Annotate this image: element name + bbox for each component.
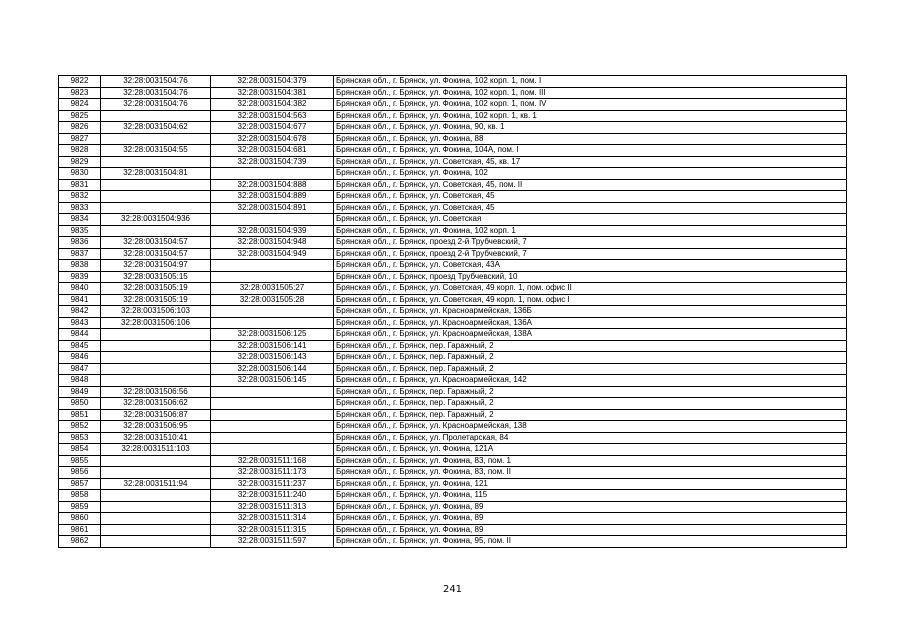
- row-number-cell: 9838: [59, 260, 101, 272]
- table-row: [59, 536, 847, 548]
- table-row: [59, 156, 847, 168]
- parcel-cadastral-number-cell: 32:28:0031506:56: [101, 386, 211, 398]
- address-cell: Брянская обл., г. Брянск, ул. Красноармейская, 138: [334, 421, 847, 433]
- table-row: [59, 271, 847, 283]
- address-cell: Брянская обл., г. Брянск, пер. Гаражный, 2: [334, 340, 847, 352]
- parcel-cadastral-number-cell: 32:28:0031504:57: [101, 237, 211, 249]
- object-cadastral-number-cell: [211, 214, 334, 226]
- table-row: [59, 110, 847, 122]
- table-row: [59, 501, 847, 513]
- object-cadastral-number-cell: 32:28:0031511:314: [211, 513, 334, 525]
- object-cadastral-number-cell: 32:28:0031506:141: [211, 340, 334, 352]
- object-cadastral-number-cell: 32:28:0031511:315: [211, 524, 334, 536]
- parcel-cadastral-number-cell: [101, 501, 211, 513]
- table-row: [59, 340, 847, 352]
- object-cadastral-number-cell: 32:28:0031504:739: [211, 156, 334, 168]
- address-cell: Брянская обл., г. Брянск, пер. Гаражный, 2: [334, 386, 847, 398]
- parcel-cadastral-number-cell: 32:28:0031506:95: [101, 421, 211, 433]
- table-row: [59, 306, 847, 318]
- row-number-cell: 9858: [59, 490, 101, 502]
- row-number-cell: 9849: [59, 386, 101, 398]
- address-cell: Брянская обл., г. Брянск, ул. Советская, 45, кв. 17: [334, 156, 847, 168]
- table-row: [59, 214, 847, 226]
- registry-table: [58, 75, 847, 548]
- table-row: [59, 352, 847, 364]
- address-cell: Брянская обл., г. Брянск, проезд 2-й Трубчевский, 7: [334, 248, 847, 260]
- object-cadastral-number-cell: [211, 421, 334, 433]
- table-row: [59, 455, 847, 467]
- address-cell: Брянская обл., г. Брянск, ул. Фокина, 102 корп. 1, пом. III: [334, 87, 847, 99]
- parcel-cadastral-number-cell: [101, 490, 211, 502]
- object-cadastral-number-cell: 32:28:0031511:313: [211, 501, 334, 513]
- address-cell: Брянская обл., г. Брянск, ул. Красноармейская, 136Б: [334, 306, 847, 318]
- object-cadastral-number-cell: [211, 317, 334, 329]
- row-number-cell: 9824: [59, 99, 101, 111]
- object-cadastral-number-cell: [211, 271, 334, 283]
- row-number-cell: 9860: [59, 513, 101, 525]
- parcel-cadastral-number-cell: [101, 375, 211, 387]
- object-cadastral-number-cell: 32:28:0031504:677: [211, 122, 334, 134]
- parcel-cadastral-number-cell: [101, 202, 211, 214]
- row-number-cell: 9845: [59, 340, 101, 352]
- address-cell: Брянская обл., г. Брянск, ул. Фокина, 83, пом. II: [334, 467, 847, 479]
- object-cadastral-number-cell: [211, 168, 334, 180]
- address-cell: Брянская обл., г. Брянск, ул. Фокина, 89: [334, 513, 847, 525]
- row-number-cell: 9848: [59, 375, 101, 387]
- address-cell: Брянская обл., г. Брянск, проезд 2-й Трубчевский, 7: [334, 237, 847, 249]
- object-cadastral-number-cell: [211, 386, 334, 398]
- row-number-cell: 9828: [59, 145, 101, 157]
- parcel-cadastral-number-cell: [101, 513, 211, 525]
- table-row: [59, 225, 847, 237]
- address-cell: Брянская обл., г. Брянск, ул. Фокина, 121А: [334, 444, 847, 456]
- row-number-cell: 9822: [59, 76, 101, 88]
- parcel-cadastral-number-cell: [101, 110, 211, 122]
- table-row: [59, 432, 847, 444]
- object-cadastral-number-cell: 32:28:0031505:28: [211, 294, 334, 306]
- address-cell: Брянская обл., г. Брянск, ул. Фокина, 102 корп. 1, пом. I: [334, 76, 847, 88]
- address-cell: Брянская обл., г. Брянск, ул. Фокина, 95, пом. II: [334, 536, 847, 548]
- table-row: [59, 76, 847, 88]
- parcel-cadastral-number-cell: 32:28:0031504:57: [101, 248, 211, 260]
- row-number-cell: 9840: [59, 283, 101, 295]
- object-cadastral-number-cell: 32:28:0031511:597: [211, 536, 334, 548]
- row-number-cell: 9861: [59, 524, 101, 536]
- object-cadastral-number-cell: 32:28:0031504:563: [211, 110, 334, 122]
- address-cell: Брянская обл., г. Брянск, проезд Трубчевский, 10: [334, 271, 847, 283]
- address-cell: Брянская обл., г. Брянск, ул. Фокина, 115: [334, 490, 847, 502]
- object-cadastral-number-cell: 32:28:0031505:27: [211, 283, 334, 295]
- parcel-cadastral-number-cell: [101, 133, 211, 145]
- row-number-cell: 9831: [59, 179, 101, 191]
- row-number-cell: 9833: [59, 202, 101, 214]
- row-number-cell: 9850: [59, 398, 101, 410]
- table-row: [59, 421, 847, 433]
- parcel-cadastral-number-cell: 32:28:0031506:62: [101, 398, 211, 410]
- address-cell: Брянская обл., г. Брянск, ул. Красноармейская, 136А: [334, 317, 847, 329]
- address-cell: Брянская обл., г. Брянск, ул. Фокина, 121: [334, 478, 847, 490]
- row-number-cell: 9832: [59, 191, 101, 203]
- row-number-cell: 9852: [59, 421, 101, 433]
- table-row: [59, 294, 847, 306]
- parcel-cadastral-number-cell: [101, 467, 211, 479]
- object-cadastral-number-cell: 32:28:0031506:144: [211, 363, 334, 375]
- row-number-cell: 9857: [59, 478, 101, 490]
- object-cadastral-number-cell: 32:28:0031506:145: [211, 375, 334, 387]
- address-cell: Брянская обл., г. Брянск, ул. Советская, 45: [334, 202, 847, 214]
- parcel-cadastral-number-cell: 32:28:0031505:19: [101, 294, 211, 306]
- row-number-cell: 9843: [59, 317, 101, 329]
- object-cadastral-number-cell: 32:28:0031511:240: [211, 490, 334, 502]
- parcel-cadastral-number-cell: [101, 352, 211, 364]
- table-row: [59, 513, 847, 525]
- row-number-cell: 9854: [59, 444, 101, 456]
- parcel-cadastral-number-cell: 32:28:0031504:81: [101, 168, 211, 180]
- parcel-cadastral-number-cell: 32:28:0031511:94: [101, 478, 211, 490]
- parcel-cadastral-number-cell: 32:28:0031506:103: [101, 306, 211, 318]
- table-row: [59, 363, 847, 375]
- row-number-cell: 9844: [59, 329, 101, 341]
- table-row: [59, 398, 847, 410]
- address-cell: Брянская обл., г. Брянск, пер. Гаражный, 2: [334, 398, 847, 410]
- row-number-cell: 9846: [59, 352, 101, 364]
- row-number-cell: 9847: [59, 363, 101, 375]
- parcel-cadastral-number-cell: [101, 156, 211, 168]
- object-cadastral-number-cell: 32:28:0031504:382: [211, 99, 334, 111]
- object-cadastral-number-cell: 32:28:0031511:173: [211, 467, 334, 479]
- object-cadastral-number-cell: [211, 260, 334, 272]
- object-cadastral-number-cell: 32:28:0031504:678: [211, 133, 334, 145]
- table-row: [59, 386, 847, 398]
- object-cadastral-number-cell: 32:28:0031506:143: [211, 352, 334, 364]
- parcel-cadastral-number-cell: [101, 363, 211, 375]
- table-row: [59, 87, 847, 99]
- table-row: [59, 248, 847, 260]
- parcel-cadastral-number-cell: 32:28:0031504:62: [101, 122, 211, 134]
- table-row: [59, 179, 847, 191]
- row-number-cell: 9837: [59, 248, 101, 260]
- row-number-cell: 9829: [59, 156, 101, 168]
- parcel-cadastral-number-cell: [101, 329, 211, 341]
- parcel-cadastral-number-cell: 32:28:0031504:76: [101, 87, 211, 99]
- address-cell: Брянская обл., г. Брянск, ул. Фокина, 104А, пом. I: [334, 145, 847, 157]
- row-number-cell: 9839: [59, 271, 101, 283]
- address-cell: Брянская обл., г. Брянск, ул. Советская, 45, пом. II: [334, 179, 847, 191]
- parcel-cadastral-number-cell: 32:28:0031505:15: [101, 271, 211, 283]
- parcel-cadastral-number-cell: [101, 524, 211, 536]
- object-cadastral-number-cell: 32:28:0031511:237: [211, 478, 334, 490]
- table-row: [59, 329, 847, 341]
- table-row: [59, 490, 847, 502]
- parcel-cadastral-number-cell: 32:28:0031504:936: [101, 214, 211, 226]
- row-number-cell: 9836: [59, 237, 101, 249]
- object-cadastral-number-cell: [211, 306, 334, 318]
- parcel-cadastral-number-cell: 32:28:0031510:41: [101, 432, 211, 444]
- table-row: [59, 122, 847, 134]
- row-number-cell: 9859: [59, 501, 101, 513]
- page-number: 241: [442, 584, 463, 595]
- object-cadastral-number-cell: 32:28:0031504:948: [211, 237, 334, 249]
- object-cadastral-number-cell: 32:28:0031504:681: [211, 145, 334, 157]
- address-cell: Брянская обл., г. Брянск, ул. Фокина, 89: [334, 524, 847, 536]
- address-cell: Брянская обл., г. Брянск, ул. Пролетарская, 84: [334, 432, 847, 444]
- parcel-cadastral-number-cell: 32:28:0031505:19: [101, 283, 211, 295]
- table-row: [59, 237, 847, 249]
- table-row: [59, 444, 847, 456]
- table-row: [59, 283, 847, 295]
- address-cell: Брянская обл., г. Брянск, пер. Гаражный, 2: [334, 352, 847, 364]
- object-cadastral-number-cell: 32:28:0031504:939: [211, 225, 334, 237]
- parcel-cadastral-number-cell: [101, 225, 211, 237]
- parcel-cadastral-number-cell: [101, 179, 211, 191]
- table-row: [59, 260, 847, 272]
- address-cell: Брянская обл., г. Брянск, ул. Фокина, 102: [334, 168, 847, 180]
- table-row: [59, 133, 847, 145]
- object-cadastral-number-cell: 32:28:0031504:381: [211, 87, 334, 99]
- address-cell: Брянская обл., г. Брянск, ул. Красноармейская, 138А: [334, 329, 847, 341]
- row-number-cell: 9853: [59, 432, 101, 444]
- parcel-cadastral-number-cell: 32:28:0031506:87: [101, 409, 211, 421]
- row-number-cell: 9834: [59, 214, 101, 226]
- row-number-cell: 9830: [59, 168, 101, 180]
- address-cell: Брянская обл., г. Брянск, пер. Гаражный, 2: [334, 409, 847, 421]
- parcel-cadastral-number-cell: [101, 536, 211, 548]
- address-cell: Брянская обл., г. Брянск, ул. Красноармейская, 142: [334, 375, 847, 387]
- address-cell: Брянская обл., г. Брянск, ул. Советская, 43А: [334, 260, 847, 272]
- row-number-cell: 9825: [59, 110, 101, 122]
- parcel-cadastral-number-cell: [101, 455, 211, 467]
- table-row: [59, 99, 847, 111]
- table-row: [59, 191, 847, 203]
- object-cadastral-number-cell: 32:28:0031504:891: [211, 202, 334, 214]
- object-cadastral-number-cell: [211, 398, 334, 410]
- table-row: [59, 524, 847, 536]
- row-number-cell: 9851: [59, 409, 101, 421]
- object-cadastral-number-cell: [211, 444, 334, 456]
- table-row: [59, 478, 847, 490]
- address-cell: Брянская обл., г. Брянск, ул. Фокина, 102 корп. 1: [334, 225, 847, 237]
- address-cell: Брянская обл., г. Брянск, ул. Фокина, 88: [334, 133, 847, 145]
- address-cell: Брянская обл., г. Брянск, ул. Фокина, 90, кв. 1: [334, 122, 847, 134]
- parcel-cadastral-number-cell: [101, 340, 211, 352]
- parcel-cadastral-number-cell: [101, 191, 211, 203]
- address-cell: Брянская обл., г. Брянск, ул. Фокина, 83, пом. 1: [334, 455, 847, 467]
- row-number-cell: 9835: [59, 225, 101, 237]
- object-cadastral-number-cell: [211, 409, 334, 421]
- table-row: [59, 317, 847, 329]
- address-cell: Брянская обл., г. Брянск, ул. Фокина, 102 корп. 1, пом. IV: [334, 99, 847, 111]
- object-cadastral-number-cell: 32:28:0031504:379: [211, 76, 334, 88]
- address-cell: Брянская обл., г. Брянск, ул. Фокина, 89: [334, 501, 847, 513]
- address-cell: Брянская обл., г. Брянск, пер. Гаражный, 2: [334, 363, 847, 375]
- table-row: [59, 168, 847, 180]
- address-cell: Брянская обл., г. Брянск, ул. Советская, 45: [334, 191, 847, 203]
- table-row: [59, 467, 847, 479]
- table-row: [59, 145, 847, 157]
- object-cadastral-number-cell: 32:28:0031504:888: [211, 179, 334, 191]
- row-number-cell: 9842: [59, 306, 101, 318]
- parcel-cadastral-number-cell: 32:28:0031511:103: [101, 444, 211, 456]
- table-row: [59, 375, 847, 387]
- parcel-cadastral-number-cell: 32:28:0031504:97: [101, 260, 211, 272]
- row-number-cell: 9856: [59, 467, 101, 479]
- row-number-cell: 9827: [59, 133, 101, 145]
- row-number-cell: 9826: [59, 122, 101, 134]
- table-row: [59, 202, 847, 214]
- object-cadastral-number-cell: 32:28:0031506:125: [211, 329, 334, 341]
- parcel-cadastral-number-cell: 32:28:0031504:76: [101, 76, 211, 88]
- address-cell: Брянская обл., г. Брянск, ул. Фокина, 102 корп. 1, кв. 1: [334, 110, 847, 122]
- parcel-cadastral-number-cell: 32:28:0031504:76: [101, 99, 211, 111]
- parcel-cadastral-number-cell: 32:28:0031506:106: [101, 317, 211, 329]
- parcel-cadastral-number-cell: 32:28:0031504:55: [101, 145, 211, 157]
- object-cadastral-number-cell: 32:28:0031504:949: [211, 248, 334, 260]
- object-cadastral-number-cell: 32:28:0031504:889: [211, 191, 334, 203]
- object-cadastral-number-cell: [211, 432, 334, 444]
- row-number-cell: 9862: [59, 536, 101, 548]
- row-number-cell: 9823: [59, 87, 101, 99]
- row-number-cell: 9841: [59, 294, 101, 306]
- address-cell: Брянская обл., г. Брянск, ул. Советская, 49 корп. 1, пом. офис I: [334, 294, 847, 306]
- row-number-cell: 9855: [59, 455, 101, 467]
- table-row: [59, 409, 847, 421]
- address-cell: Брянская обл., г. Брянск, ул. Советская: [334, 214, 847, 226]
- address-cell: Брянская обл., г. Брянск, ул. Советская, 49 корп. 1, пом. офис II: [334, 283, 847, 295]
- registry-table-body: [59, 76, 847, 548]
- object-cadastral-number-cell: 32:28:0031511:168: [211, 455, 334, 467]
